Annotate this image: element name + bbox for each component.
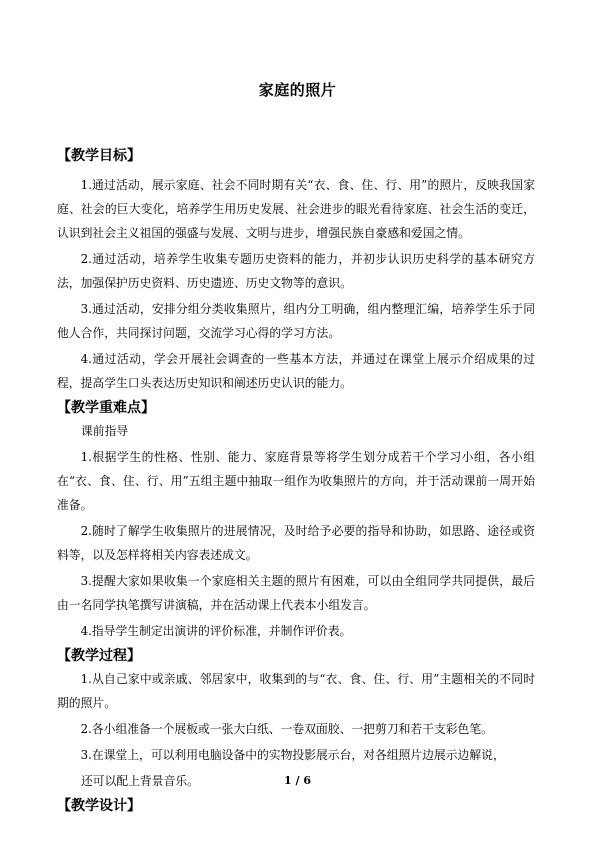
- heading-process: 【教学过程】: [57, 648, 141, 664]
- key-point-paragraph-3: 3.提醒大家如果收集一个家庭相关主题的照片有困难，可以由全组同学共同提供，最后由一名同学执笔撰写讲演稿，并在活动课上代表本小组发言。: [57, 574, 535, 612]
- objective-paragraph-2: 2.通过活动，培养学生收集专题历史资料的能力，并初步认识历史科学的基本研究方法，加强保护历史资料、历史遗迹、历史文物等的意识。: [57, 252, 535, 290]
- key-point-paragraph-4: 4.指导学生制定出演讲的评价标准，并制作评价表。: [80, 624, 352, 638]
- heading-objectives: 【教学目标】: [57, 148, 141, 164]
- process-paragraph-2: 2.各小组准备一个展板或一张大白纸、一卷双面胶、一把剪刀和若干支彩色笔。: [80, 722, 493, 736]
- process-paragraph-1: 1.从自己家中或亲戚、邻居家中，收集到的与“衣、食、住、行、用”主题相关的不同时期的照片。: [57, 672, 535, 710]
- objective-paragraph-3: 3.通过活动，安排分组分类收集照片，组内分工明确，组内整理汇编，培养学生乐于同他人合作，共同探讨问题，交流学习心得的学习方法。: [57, 302, 535, 340]
- heading-design: 【教学设计】: [57, 798, 141, 814]
- page-number: 1 / 6: [284, 774, 311, 787]
- objective-paragraph-1: 1.通过活动，展示家庭、社会不同时期有关“衣、食、住、行、用”的照片，反映我国家庭、社会的巨大变化，培养学生用历史发展、社会进步的眼光看待家庭、社会生活的变迁，认识到社会主义祖国的强盛与发展、文明与进步，增强民族自豪感和爱国之情。: [57, 178, 535, 240]
- objective-paragraph-4: 4.通过活动，学会开展社会调查的一些基本方法，并通过在课堂上展示介绍成果的过程，提高学生口头表达历史知识和阐述历史认识的能力。: [57, 352, 535, 390]
- key-point-paragraph-2: 2.随时了解学生收集照片的进展情况，及时给予必要的指导和协助，如思路、途径或资料等，以及怎样将相关内容表述成文。: [57, 524, 535, 562]
- process-paragraph-3-continuation: 还可以配上背景音乐。: [81, 774, 199, 788]
- heading-key-points: 【教学重难点】: [57, 400, 155, 416]
- process-paragraph-3: 3.在课堂上，可以利用电脑设备中的实物投影展示台，对各组照片边展示边解说，: [80, 748, 505, 762]
- key-point-paragraph-1: 1.根据学生的性格、性别、能力、家庭背景等将学生划分成若干个学习小组，各小组在“衣、食、住、行、用”五组主题中抽取一组作为收集照片的方向，并于活动课前一周开始准备。: [57, 450, 535, 512]
- subheading-pre-class-guidance: 课前指导: [81, 424, 129, 438]
- document-title: 家庭的照片: [258, 81, 337, 99]
